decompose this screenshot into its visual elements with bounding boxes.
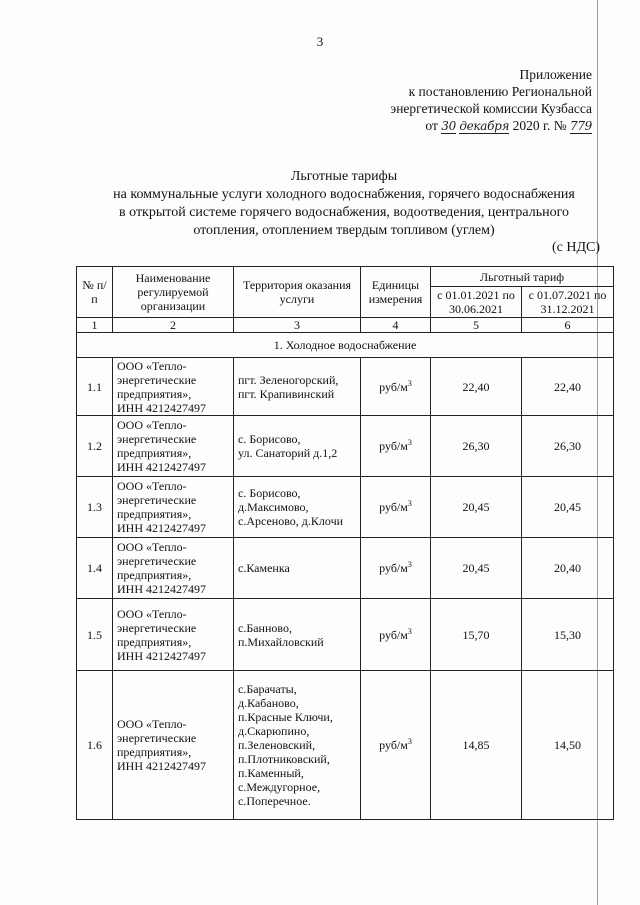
section-row — [77, 333, 614, 358]
header-period-1: с 01.01.2021 по 30.06.2021 — [431, 287, 522, 318]
column-number: 3 — [234, 318, 361, 333]
row-number: 1.2 — [77, 416, 113, 477]
territory-line: пгт. Крапивинский — [238, 386, 335, 401]
header-period-2: с 01.07.2021 по 31.12.2021 — [522, 287, 614, 318]
unit-cell — [361, 477, 431, 538]
tariff-period-2: 15,30 — [522, 599, 614, 671]
tariff-period-1: 14,85 — [431, 671, 522, 820]
unit-cell — [361, 358, 431, 416]
territory-line: п.Красные Ключи, — [238, 710, 333, 724]
appendix-line-2: к постановлению Региональной — [408, 84, 592, 99]
table-row — [77, 599, 614, 671]
territory-cell — [234, 538, 361, 599]
tariff-period-2: 26,30 — [522, 416, 614, 477]
organization-cell — [113, 416, 234, 477]
appendix-line-3: энергетической комиссии Кузбасса — [390, 101, 592, 116]
territory-line: п.Зеленовский, — [238, 738, 316, 752]
organization-line: энергетические — [117, 493, 197, 507]
appendix-line-1: Приложение — [519, 67, 592, 82]
territory-line: с.Поперечное. — [238, 794, 311, 808]
column-number-row — [77, 318, 614, 333]
table-row — [77, 477, 614, 538]
unit-label: руб/м — [379, 738, 408, 752]
tariff-period-2: 20,40 — [522, 538, 614, 599]
territory-line: п.Михайловский — [238, 634, 324, 649]
territory-line: п.Плотниковский, — [238, 752, 330, 766]
organization-line: предприятия», — [117, 745, 192, 759]
page-number: 3 — [316, 34, 324, 49]
organization-line: ИНН 4212427497 — [117, 582, 206, 596]
territory-line: с.Каменка — [238, 561, 290, 575]
organization-line: энергетические — [117, 372, 197, 387]
title-line-2: на коммунальные услуги холодного водоснабжения, горячего водоснабжения — [113, 187, 575, 202]
organization-line: ООО «Тепло- — [117, 540, 187, 554]
title-line-3: в открытой системе горячего водоснабжения, водоотведения, центрального — [119, 205, 569, 220]
appendix-date — [390, 117, 592, 135]
unit-label: руб/м — [379, 561, 408, 575]
column-number: 6 — [522, 318, 614, 333]
row-number: 1.6 — [77, 671, 113, 820]
organization-cell — [113, 477, 234, 538]
territory-line: д.Максимово, — [238, 500, 309, 514]
vat-note: (с НДС) — [551, 240, 600, 255]
organization-line: энергетические — [117, 731, 197, 745]
territory-line: с.Банново, — [238, 620, 292, 635]
tariff-period-2: 14,50 — [522, 671, 614, 820]
row-number: 1.4 — [77, 538, 113, 599]
unit-exponent: 3 — [407, 438, 412, 447]
territory-line: пгт. Зеленогорский, — [238, 372, 339, 387]
territory-line: с.Барачаты, — [238, 682, 297, 696]
title-line-4: отопления, отоплением твердым топливом (углем) — [193, 223, 495, 238]
organization-line: ИНН 4212427497 — [117, 648, 206, 663]
organization-line: ИНН 4212427497 — [117, 400, 206, 415]
row-number: 1.5 — [77, 599, 113, 671]
tariff-period-1: 20,45 — [431, 477, 522, 538]
header-num: № п/п — [77, 267, 113, 318]
organization-line: энергетические — [117, 432, 197, 446]
territory-cell — [234, 477, 361, 538]
table-row — [77, 538, 614, 599]
organization-line: ООО «Тепло- — [117, 717, 187, 731]
tariff-period-2: 22,40 — [522, 358, 614, 416]
unit-label: руб/м — [379, 627, 408, 642]
title-line-1: Льготные тарифы — [290, 169, 398, 184]
unit-exponent: 3 — [407, 560, 412, 569]
organization-line: ООО «Тепло- — [117, 418, 187, 432]
header-territory: Территория оказания услуги — [234, 267, 361, 318]
tariff-period-2: 20,45 — [522, 477, 614, 538]
organization-cell — [113, 538, 234, 599]
table-row — [77, 671, 614, 820]
column-number: 1 — [77, 318, 113, 333]
unit-cell — [361, 416, 431, 477]
unit-exponent: 3 — [407, 378, 412, 388]
territory-line: ул. Санаторий д.1,2 — [238, 446, 338, 460]
organization-line: предприятия», — [117, 386, 192, 401]
territory-cell — [234, 358, 361, 416]
territory-line: с.Междугорное, — [238, 780, 321, 794]
unit-label: руб/м — [379, 500, 408, 514]
organization-line: предприятия», — [117, 507, 192, 521]
unit-exponent: 3 — [407, 499, 412, 508]
organization-line: энергетические — [117, 554, 197, 568]
organization-line: ИНН 4212427497 — [117, 460, 206, 474]
organization-cell — [113, 358, 234, 416]
territory-cell — [234, 671, 361, 820]
table-row — [77, 416, 614, 477]
unit-cell — [361, 671, 431, 820]
tariff-period-1: 15,70 — [431, 599, 522, 671]
organization-line: ООО «Тепло- — [117, 358, 187, 373]
territory-line: п.Каменный, — [238, 766, 304, 780]
document-title — [70, 168, 618, 240]
organization-line: предприятия», — [117, 568, 192, 582]
column-number: 5 — [431, 318, 522, 333]
column-number: 2 — [113, 318, 234, 333]
unit-label: руб/м — [379, 379, 408, 394]
header-tariff: Льготный тариф — [431, 267, 614, 287]
decree-number: 779 — [569, 119, 592, 133]
organization-cell — [113, 671, 234, 820]
organization-line: энергетические — [117, 620, 197, 635]
organization-line: ИНН 4212427497 — [117, 521, 206, 535]
header-row-1 — [77, 267, 614, 287]
tariff-table — [76, 266, 614, 820]
organization-line: предприятия», — [117, 634, 192, 649]
unit-cell — [361, 538, 431, 599]
date-year: 2020 г. № — [512, 118, 567, 133]
territory-cell — [234, 599, 361, 671]
row-number: 1.3 — [77, 477, 113, 538]
unit-exponent: 3 — [407, 626, 412, 636]
header-org: Наименование регулируемой организации — [113, 267, 234, 318]
unit-exponent: 3 — [407, 737, 412, 746]
organization-line: ИНН 4212427497 — [117, 759, 206, 773]
organization-line: ООО «Тепло- — [117, 606, 187, 621]
row-number: 1.1 — [77, 358, 113, 416]
territory-line: с.Арсеново, д.Клочи — [238, 514, 344, 528]
organization-line: ООО «Тепло- — [117, 479, 187, 493]
table-row — [77, 358, 614, 416]
tariff-period-1: 22,40 — [431, 358, 522, 416]
column-number: 4 — [361, 318, 431, 333]
header-unit: Единицы измерения — [361, 267, 431, 318]
unit-label: руб/м — [379, 439, 408, 453]
date-month: декабря — [459, 119, 510, 133]
tariff-period-1: 20,45 — [431, 538, 522, 599]
territory-line: д.Скарюпино, — [238, 724, 310, 738]
organization-line: предприятия», — [117, 446, 192, 460]
organization-cell — [113, 599, 234, 671]
tariff-period-1: 26,30 — [431, 416, 522, 477]
territory-line: с. Борисово, — [238, 486, 301, 500]
section-title: 1. Холодное водоснабжение — [77, 333, 614, 358]
territory-line: д.Кабаново, — [238, 696, 299, 710]
appendix-header — [390, 66, 592, 135]
date-prefix: от — [425, 118, 438, 133]
unit-cell — [361, 599, 431, 671]
date-day: 30 — [441, 119, 456, 133]
territory-cell — [234, 416, 361, 477]
territory-line: с. Борисово, — [238, 432, 301, 446]
